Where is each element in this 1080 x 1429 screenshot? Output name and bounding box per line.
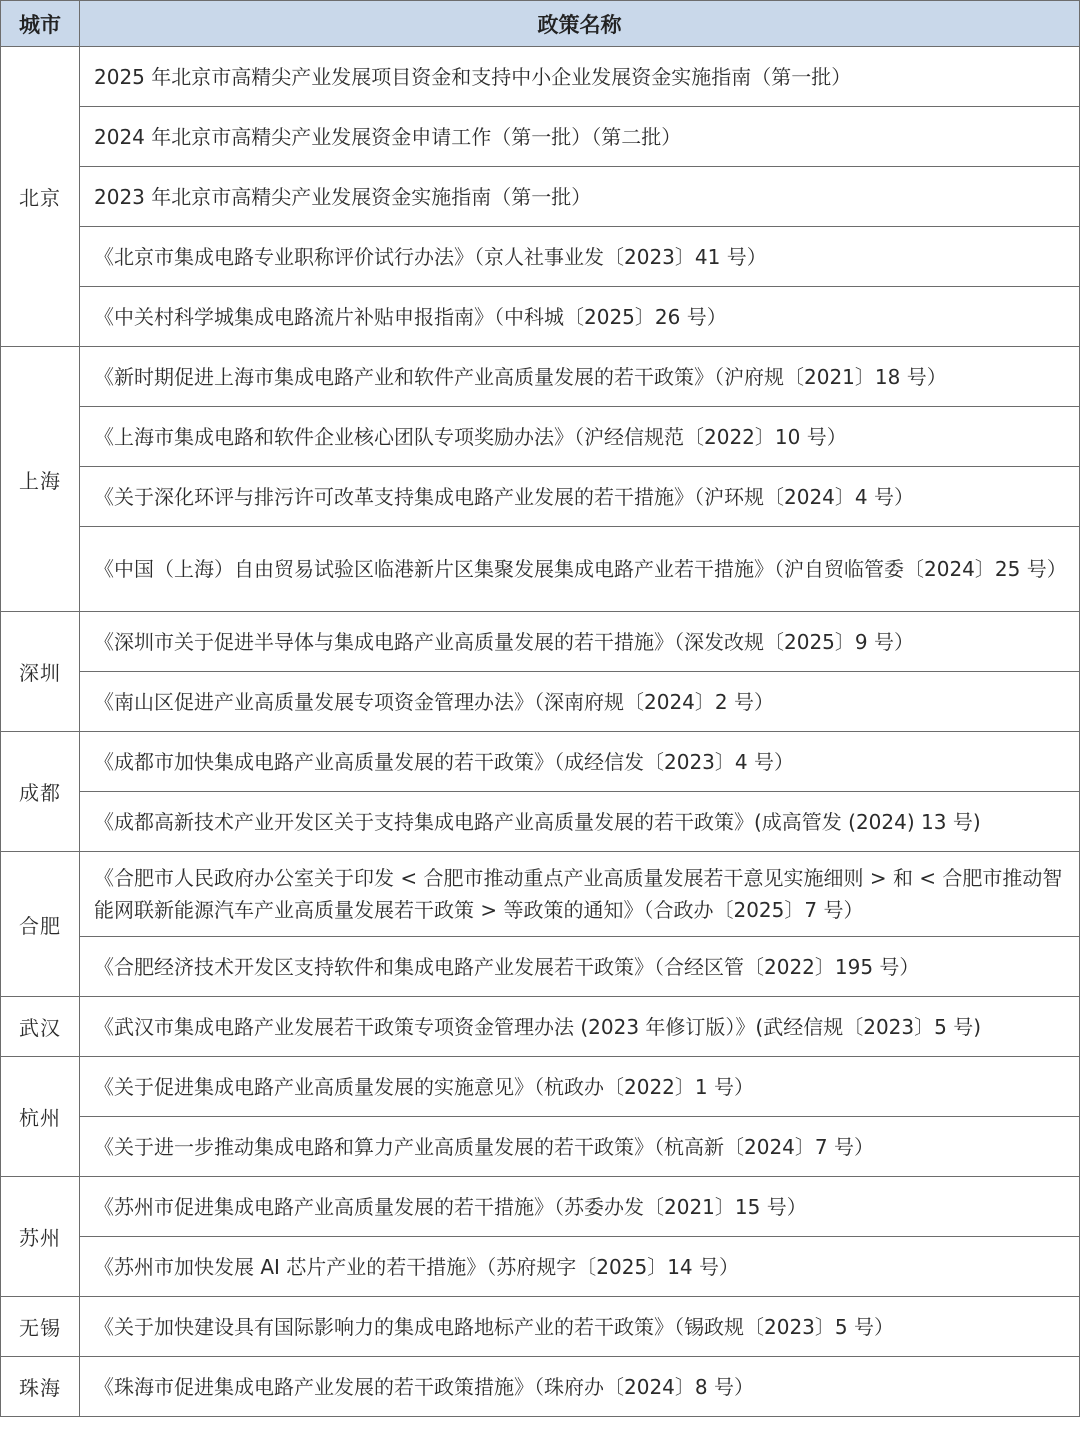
- policy-cell: 《合肥市人民政府办公室关于印发 < 合肥市推动重点产业高质量发展若干意见实施细则 > 和 < 合肥市推动智能网联新能源汽车产业高质量发展若干政策 > 等政策的通知》（合政办〔2025〕7 号）: [80, 852, 1080, 937]
- policy-cell: 《苏州市加快发展 AI 芯片产业的若干措施》（苏府规字〔2025〕14 号）: [80, 1237, 1080, 1297]
- table-row: [1, 1177, 1080, 1237]
- table-row: [1, 347, 1080, 407]
- policy-cell: 2025 年北京市高精尖产业发展项目资金和支持中小企业发展资金实施指南（第一批）: [80, 47, 1080, 107]
- policy-cell: 《北京市集成电路专业职称评价试行办法》（京人社事业发〔2023〕41 号）: [80, 227, 1080, 287]
- city-column-header: 城市: [1, 1, 80, 47]
- policy-cell: 2023 年北京市高精尖产业发展资金实施指南（第一批）: [80, 167, 1080, 227]
- table-row: [1, 167, 1080, 227]
- policy-cell: 《武汉市集成电路产业发展若干政策专项资金管理办法 (2023 年修订版）》(武经信规〔2023〕5 号): [80, 997, 1080, 1057]
- city-cell: 珠海: [1, 1357, 80, 1417]
- policy-cell: 《珠海市促进集成电路产业发展的若干政策措施》（珠府办〔2024〕8 号）: [80, 1357, 1080, 1417]
- table-row: [1, 997, 1080, 1057]
- policy-cell: 《成都市加快集成电路产业高质量发展的若干政策》（成经信发〔2023〕4 号）: [80, 732, 1080, 792]
- policy-cell: 《中国（上海）自由贸易试验区临港新片区集聚发展集成电路产业若干措施》（沪自贸临管委〔2024〕25 号）: [80, 527, 1080, 612]
- table-row: [1, 1237, 1080, 1297]
- table-row: [1, 612, 1080, 672]
- table-row: [1, 227, 1080, 287]
- city-cell: 北京: [1, 47, 80, 347]
- table-row: [1, 407, 1080, 467]
- policy-cell: 《关于深化环评与排污许可改革支持集成电路产业发展的若干措施》（沪环规〔2024〕4 号）: [80, 467, 1080, 527]
- table-row: [1, 1057, 1080, 1117]
- table-row: [1, 1297, 1080, 1357]
- policy-cell: 《上海市集成电路和软件企业核心团队专项奖励办法》（沪经信规范〔2022〕10 号）: [80, 407, 1080, 467]
- table-row: [1, 937, 1080, 997]
- policy-cell: 《中关村科学城集成电路流片补贴申报指南》（中科城〔2025〕26 号）: [80, 287, 1080, 347]
- table-row: [1, 47, 1080, 107]
- city-cell: 成都: [1, 732, 80, 852]
- city-cell: 杭州: [1, 1057, 80, 1177]
- policy-cell: 《成都高新技术产业开发区关于支持集成电路产业高质量发展的若干政策》(成高管发 (2024) 13 号): [80, 792, 1080, 852]
- city-cell: 无锡: [1, 1297, 80, 1357]
- policy-cell: 2024 年北京市高精尖产业发展资金申请工作（第一批）（第二批）: [80, 107, 1080, 167]
- policy-cell: 《苏州市促进集成电路产业高质量发展的若干措施》（苏委办发〔2021〕15 号）: [80, 1177, 1080, 1237]
- city-cell: 合肥: [1, 852, 80, 997]
- policy-cell: 《关于进一步推动集成电路和算力产业高质量发展的若干政策》（杭高新〔2024〕7 号）: [80, 1117, 1080, 1177]
- table-row: [1, 287, 1080, 347]
- city-cell: 苏州: [1, 1177, 80, 1297]
- policy-cell: 《关于加快建设具有国际影响力的集成电路地标产业的若干政策》（锡政规〔2023〕5 号）: [80, 1297, 1080, 1357]
- header-row: [1, 1, 1080, 47]
- table-row: [1, 467, 1080, 527]
- policy-cell: 《关于促进集成电路产业高质量发展的实施意见》（杭政办〔2022〕1 号）: [80, 1057, 1080, 1117]
- table-row: [1, 527, 1080, 612]
- policy-cell: 《深圳市关于促进半导体与集成电路产业高质量发展的若干措施》（深发改规〔2025〕9 号）: [80, 612, 1080, 672]
- table-row: [1, 852, 1080, 937]
- table-row: [1, 792, 1080, 852]
- city-cell: 深圳: [1, 612, 80, 732]
- table-row: [1, 107, 1080, 167]
- policy-cell: 《合肥经济技术开发区支持软件和集成电路产业发展若干政策》（合经区管〔2022〕195 号）: [80, 937, 1080, 997]
- table-row: [1, 1357, 1080, 1417]
- table-row: [1, 672, 1080, 732]
- city-cell: 上海: [1, 347, 80, 612]
- policy-cell: 《新时期促进上海市集成电路产业和软件产业高质量发展的若干政策》（沪府规〔2021〕18 号）: [80, 347, 1080, 407]
- city-cell: 武汉: [1, 997, 80, 1057]
- table-row: [1, 732, 1080, 792]
- table-row: [1, 1117, 1080, 1177]
- policy-column-header: 政策名称: [80, 1, 1080, 47]
- policy-cell: 《南山区促进产业高质量发展专项资金管理办法》（深南府规〔2024〕2 号）: [80, 672, 1080, 732]
